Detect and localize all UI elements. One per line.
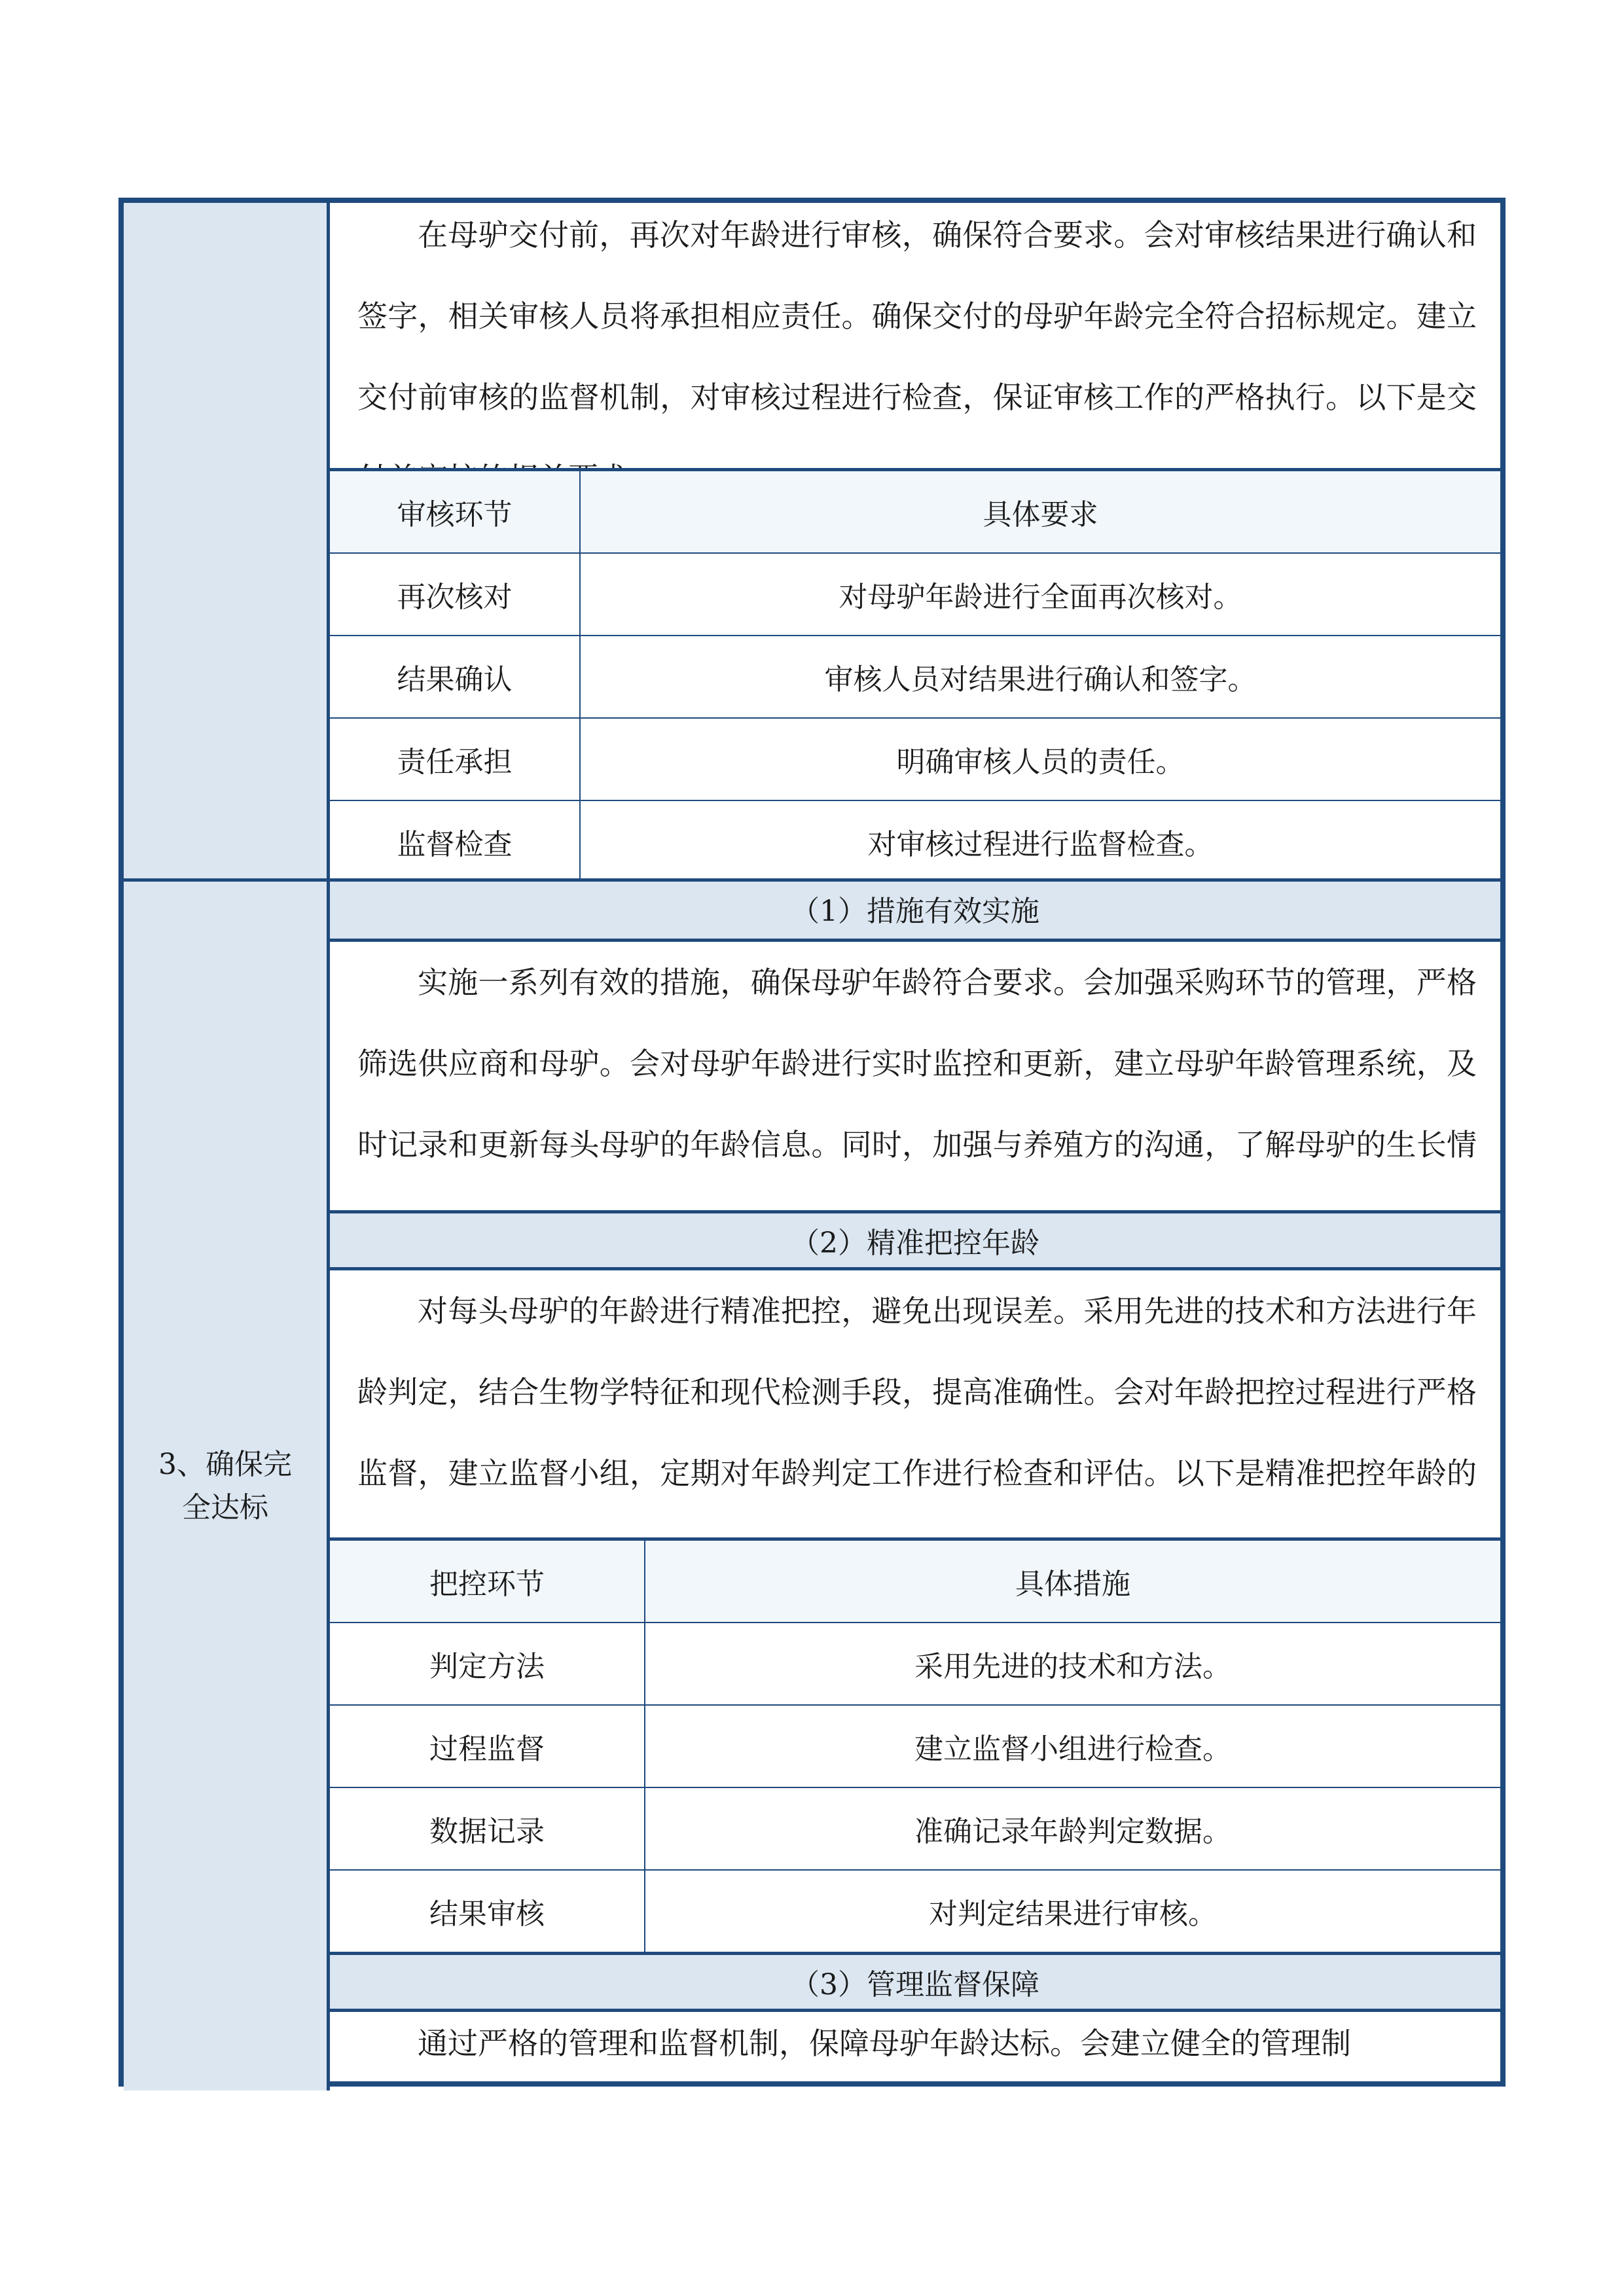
table-cell: 审核人员对结果进行确认和签字。 [580, 636, 1500, 718]
table-cell: 结果确认 [330, 636, 580, 718]
section-label-line2: 全达标 [182, 1490, 268, 1524]
table-cell: 准确记录年龄判定数据。 [645, 1787, 1500, 1870]
table-cell: 结果审核 [330, 1870, 645, 1952]
table-cell: 监督检查 [330, 800, 580, 882]
table-row [330, 1705, 1500, 1787]
table-cell: 对判定结果进行审核。 [645, 1870, 1500, 1952]
table-header-cell: 把控环节 [330, 1539, 645, 1623]
table-cell: 判定方法 [330, 1623, 645, 1705]
review-requirements-table [330, 468, 1500, 882]
table-row [330, 1623, 1500, 1705]
table-header-cell: 具体要求 [580, 470, 1500, 554]
paragraph-measures: 实施一系列有效的措施，确保母驴年龄符合要求。会加强采购环节的管理，严格筛选供应商和母驴。会对母驴年龄进行实时监控和更新，建立母驴年龄管理系统，及时记录和更新每头母驴的年龄信息。同时，加强与养殖方的沟通，了解母驴的生长情 [357, 965, 1477, 1162]
table-header-cell: 审核环节 [330, 470, 580, 554]
table-cell: 建立监督小组进行检查。 [645, 1705, 1500, 1787]
table-header-cell: 具体措施 [645, 1539, 1500, 1623]
subheading-measures: （1）措施有效实施 [330, 882, 1500, 942]
paragraph-delivery-review: 在母驴交付前，再次对年龄进行审核，确保符合要求。会对审核结果进行确认和签字，相关审核人员将承担相应责任。确保交付的母驴年龄完全符合招标规定。建立交付前审核的监督机制，对审核过程进行检查，保证审核工作的严格执行。以下是交 [357, 217, 1477, 415]
table-cell: 责任承担 [330, 718, 580, 800]
table-cell: 明确审核人员的责任。 [580, 718, 1500, 800]
table-cell: 再次核对 [330, 553, 580, 636]
table-cell: 数据记录 [330, 1787, 645, 1870]
age-control-table [330, 1537, 1500, 1952]
paragraph-age-control: 对每头母驴的年龄进行精准把控，避免出现误差。采用先进的技术和方法进行年龄判定，结合生物学特征和现代检测手段，提高准确性。会对年龄把控过程进行严格监督，建立监督小组，定期对年龄判定工作进行检查和评估。以下是精准把控年龄的 [357, 1293, 1477, 1491]
table-header-row [330, 470, 1500, 554]
section-label-empty [124, 203, 330, 878]
section-content [330, 882, 1500, 2090]
table-cell: 对审核过程进行监督检查。 [580, 800, 1500, 882]
table-row [330, 800, 1500, 882]
table-row [330, 1787, 1500, 1870]
table-row [330, 553, 1500, 636]
section-delivery-review [124, 203, 1500, 878]
table-cell: 采用先进的技术和方法。 [645, 1623, 1500, 1705]
table-header-row [330, 1539, 1500, 1623]
table-cell: 对母驴年龄进行全面再次核对。 [580, 553, 1500, 636]
subheading-age-control: （2）精准把控年龄 [330, 1210, 1500, 1270]
section-ensure-compliance [124, 878, 1500, 2090]
table-row [330, 718, 1500, 800]
section-label-line1: 3、确保完 [158, 1447, 292, 1481]
section-content [330, 203, 1500, 878]
paragraph-management: 通过严格的管理和监督机制，保障母驴年龄达标。会建立健全的管理制 [418, 2026, 1351, 2061]
document-table [118, 198, 1506, 2087]
table-row [330, 1870, 1500, 1952]
subheading-management: （3）管理监督保障 [330, 1952, 1500, 2012]
table-cell: 过程监督 [330, 1705, 645, 1787]
table-row [330, 636, 1500, 718]
section-label [124, 882, 330, 2090]
